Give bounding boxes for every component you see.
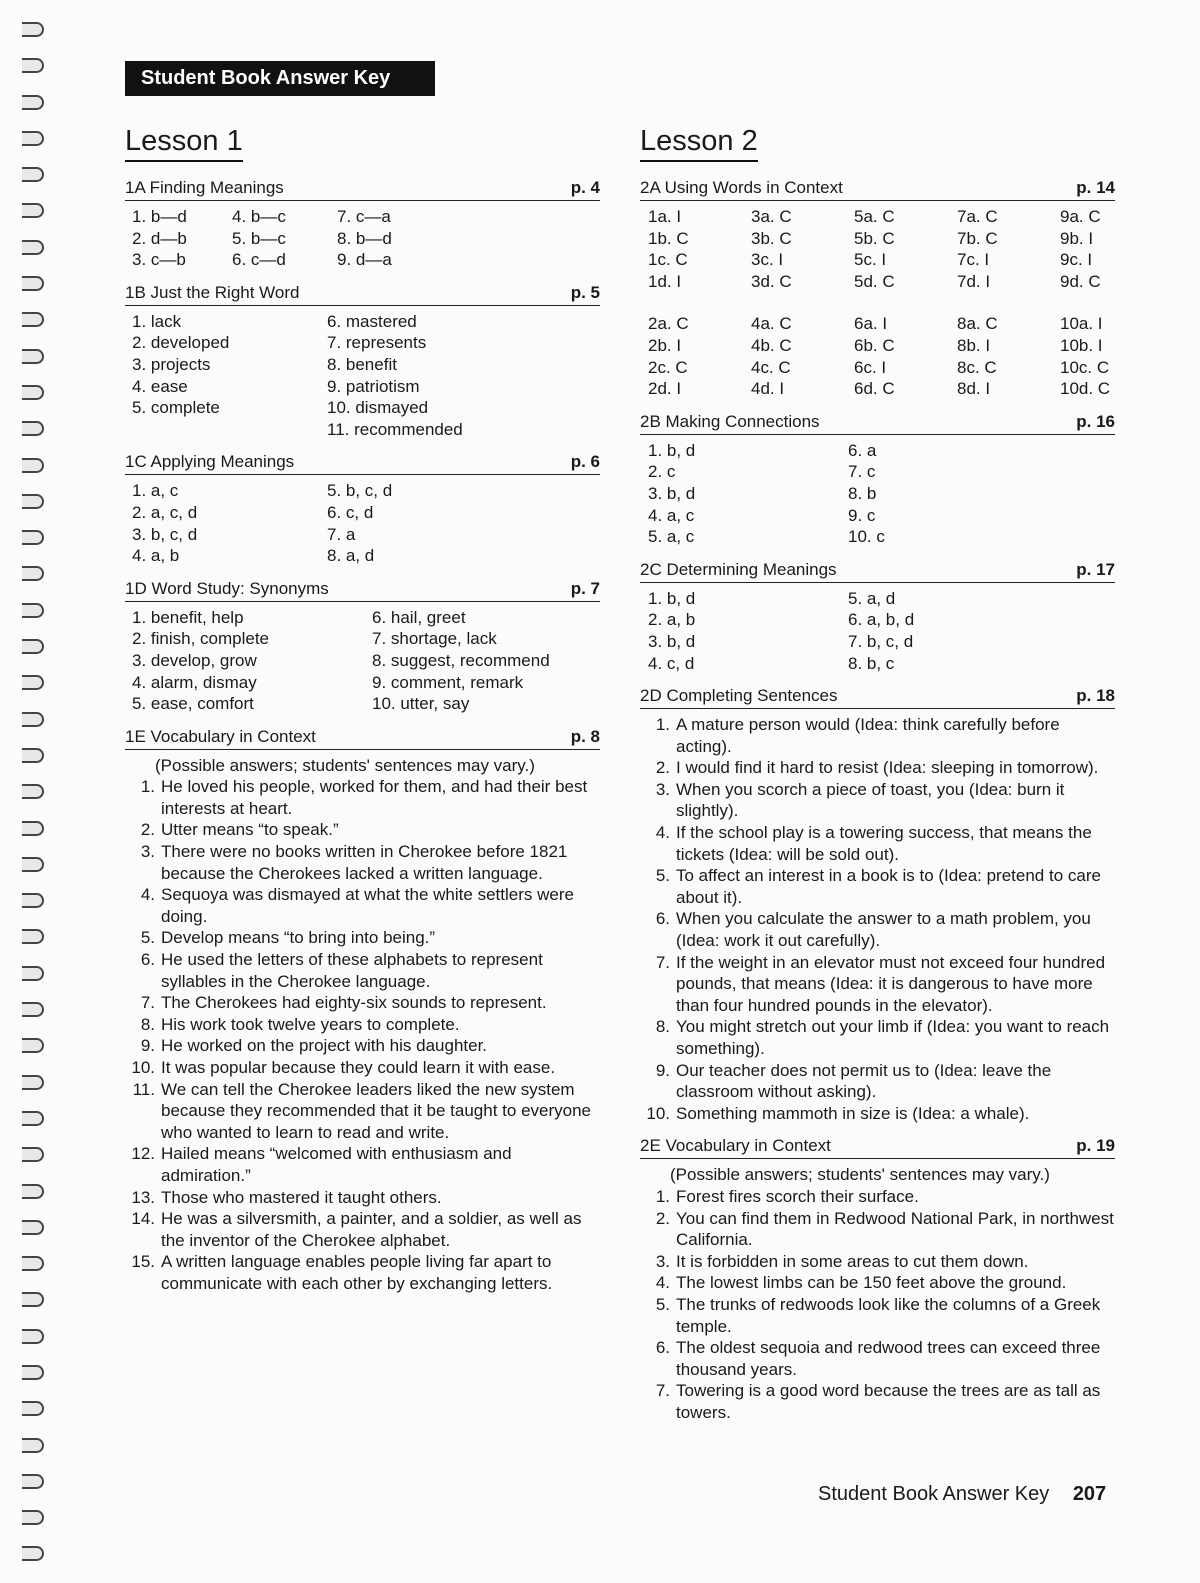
answer-cell: 2. finish, complete [132, 629, 270, 649]
answer-cell: 5. complete [132, 398, 220, 418]
answer-cell [132, 419, 327, 441]
section-title: 2E Vocabulary in Context [640, 1136, 831, 1156]
answer-grid [125, 480, 600, 566]
item-number: 5. [655, 1294, 670, 1314]
answer-item [125, 1057, 600, 1079]
item-text: I would find it hard to resist (Idea: sleeping in tomorrow). [676, 758, 1099, 778]
item-text: Our teacher does not permit us to (Idea: leave the classroom without asking). [676, 1060, 1052, 1102]
binding-ring [22, 1401, 44, 1416]
answer-item [640, 1272, 1115, 1294]
section-title: 2D Completing Sentences [640, 686, 838, 706]
binding-ring [22, 494, 44, 509]
answer-cell: 4b. C [751, 335, 792, 355]
section-header [640, 560, 1115, 583]
item-number: 3. [655, 1251, 670, 1271]
answer-cell: 7. c—a [337, 207, 391, 226]
answer-cell: 3. projects [132, 354, 211, 374]
binding-ring [22, 929, 44, 944]
item-text: We can tell the Cherokee leaders liked the new system because they recommended that it be taught to everyone who wanted to learn to read and write. [161, 1079, 591, 1142]
section-header [125, 283, 600, 306]
answer-item [640, 865, 1115, 908]
answer-cell: 1. b, d [648, 440, 696, 460]
binding-ring [22, 312, 44, 327]
answer-item [640, 822, 1115, 865]
item-text: A mature person would (Idea: think carefully before acting). [676, 715, 1060, 756]
item-text: It was popular because they could learn it with ease. [161, 1058, 556, 1077]
binding-ring [22, 1292, 44, 1307]
answer-cell: 6. a [848, 440, 877, 460]
binding-ring [22, 349, 44, 364]
answer-cell: 4d. I [751, 379, 785, 399]
answer-cell: 7. shortage, lack [372, 629, 497, 649]
answer-cell: 8b. I [957, 335, 991, 355]
answer-cell: 6a. I [854, 314, 888, 334]
section-2c [640, 560, 1115, 674]
footer-label: Student Book Answer Key [818, 1483, 1050, 1505]
item-number: 6. [655, 1338, 670, 1358]
answer-grid [640, 588, 1115, 674]
lesson-2-column [640, 125, 1115, 1436]
answer-cell: 11. recommended [327, 419, 463, 439]
answer-cell: 4. a, c [648, 505, 695, 525]
section-note: (Possible answers; students' sentences may vary.) [155, 755, 535, 775]
binding-ring [22, 1510, 44, 1525]
section-title: 1D Word Study: Synonyms [125, 578, 329, 598]
binding-ring [22, 1184, 44, 1199]
answer-item [125, 992, 600, 1014]
answer-cell: 10c. C [1060, 357, 1110, 377]
section-title: 2B Making Connections [640, 411, 820, 431]
answer-cell: 3c. I [751, 250, 784, 270]
answer-cell: 4. ease [132, 376, 188, 396]
binding-ring [22, 421, 44, 436]
answer-grid [125, 607, 600, 715]
item-number: 9. [140, 1036, 155, 1056]
answer-item [640, 779, 1115, 822]
section-note: (Possible answers; students' sentences may vary.) [670, 1165, 1050, 1185]
spiral-binding [22, 22, 46, 1583]
item-text: Hailed means “welcomed with enthusiasm and admiration.” [161, 1144, 512, 1185]
section-title: 1A Finding Meanings [125, 178, 284, 197]
item-text: He used the letters of these alphabets to represent syllables in the Cherokee language. [161, 950, 543, 991]
binding-ring [22, 821, 44, 836]
answer-item [125, 1251, 600, 1294]
answer-cell: 10. c [848, 527, 885, 547]
item-number: 14. [131, 1209, 155, 1229]
item-number: 2. [655, 1208, 670, 1228]
answer-cell: 5. b—c [232, 228, 286, 248]
section-title: 1E Vocabulary in Context [125, 726, 316, 746]
item-text: He loved his people, worked for them, and had their best interests at heart. [161, 777, 588, 818]
binding-ring [22, 1147, 44, 1162]
binding-ring [22, 712, 44, 727]
section-header [125, 579, 600, 602]
binding-ring [22, 784, 44, 799]
section-title: 2A Using Words in Context [640, 178, 843, 197]
item-number: 8. [140, 1014, 155, 1034]
binding-ring [22, 385, 44, 400]
answer-item [640, 952, 1115, 1017]
binding-ring [22, 530, 44, 545]
item-text: There were no books written in Cherokee before 1821 because the Cherokees lacked a written language. [161, 842, 568, 883]
binding-ring [22, 1075, 44, 1090]
answer-item [125, 949, 600, 992]
item-text: Develop means “to bring into being.” [161, 928, 436, 948]
answer-cell: 8. b, c [848, 653, 895, 673]
answer-cell: 3d. C [751, 271, 792, 291]
item-number: 13. [131, 1187, 155, 1207]
binding-ring [22, 1438, 44, 1453]
binding-ring [22, 22, 44, 37]
answer-cell: 7a. C [957, 207, 998, 226]
answer-cell: 3a. C [751, 207, 792, 226]
item-number: 11. [132, 1079, 155, 1099]
item-number: 7. [140, 993, 155, 1013]
answer-item [640, 1103, 1115, 1125]
answer-cell: 7. represents [327, 333, 427, 353]
section-page: p. 18 [1076, 686, 1115, 706]
answer-cell: 9d. C [1060, 271, 1101, 291]
section-header [640, 686, 1115, 709]
answer-item [125, 819, 600, 841]
section-page: p. 16 [1076, 411, 1115, 431]
answer-grid [125, 206, 600, 271]
binding-ring [22, 1002, 44, 1017]
answer-cell: 4. alarm, dismay [132, 672, 257, 692]
answer-item [640, 1251, 1115, 1273]
binding-ring [22, 276, 44, 291]
answer-cell: 1. b, d [648, 588, 696, 608]
section-page: p. 8 [570, 726, 600, 746]
answer-cell: 6c. I [854, 357, 887, 377]
answer-list [640, 714, 1115, 1124]
answer-cell: 6. c, d [327, 502, 374, 522]
item-text: The Cherokees had eighty-six sounds to represent. [161, 993, 547, 1013]
section-title: 1B Just the Right Word [125, 282, 300, 302]
answer-cell: 9. d—a [337, 250, 392, 270]
section-header [125, 727, 600, 750]
answer-cell: 6d. C [854, 379, 895, 399]
answer-cell: 9b. I [1060, 228, 1094, 248]
answer-cell: 7d. I [957, 271, 991, 291]
lesson-1-title: Lesson 1 [125, 125, 243, 162]
answer-cell: 7b. C [957, 228, 998, 248]
answer-cell: 6b. C [854, 335, 895, 355]
answer-item [640, 1294, 1115, 1337]
answer-item [125, 841, 600, 884]
page-footer [818, 1483, 1106, 1506]
item-text: Those who mastered it taught others. [161, 1187, 442, 1207]
page-number: 207 [1072, 1483, 1107, 1505]
item-text: You might stretch out your limb if (Idea: you want to reach something). [676, 1017, 1110, 1058]
binding-ring [22, 1474, 44, 1489]
item-number: 1. [655, 715, 670, 735]
section-page: p. 19 [1076, 1136, 1115, 1156]
answer-item [640, 1186, 1115, 1208]
answer-cell: 8a. C [957, 314, 998, 334]
answer-cell: 6. mastered [327, 311, 417, 331]
answer-cell: 4. c, d [648, 653, 695, 673]
answer-cell: 2. c [648, 462, 676, 482]
binding-ring [22, 1111, 44, 1126]
item-number: 1. [655, 1186, 670, 1206]
answer-list [640, 1186, 1115, 1424]
answer-cell: 2. developed [132, 333, 230, 353]
answer-cell: 8d. I [957, 379, 991, 399]
answer-cell: 3b. C [751, 228, 792, 248]
item-text: Sequoya was dismayed at what the white settlers were doing. [161, 885, 574, 926]
item-number: 8. [655, 1017, 670, 1037]
answer-cell: 2b. I [648, 335, 682, 355]
answer-cell: 8. suggest, recommend [372, 650, 550, 670]
item-text: Forest fires scorch their surface. [676, 1186, 919, 1206]
answer-item [640, 1337, 1115, 1380]
answer-cell: 2d. I [648, 379, 682, 399]
item-number: 5. [655, 866, 670, 886]
answer-cell: 5. b, c, d [327, 481, 393, 501]
section-page: p. 6 [570, 452, 600, 472]
binding-ring [22, 566, 44, 581]
answer-cell: 1c. C [648, 250, 688, 270]
binding-ring [22, 603, 44, 618]
answer-item [640, 1060, 1115, 1103]
answer-cell: 7. b, c, d [848, 631, 914, 651]
binding-ring [22, 639, 44, 654]
section-header [640, 1136, 1115, 1159]
section-2e [640, 1136, 1115, 1423]
answer-item [640, 1380, 1115, 1423]
section-1c [125, 452, 600, 566]
section-2d [640, 686, 1115, 1124]
binding-ring [22, 167, 44, 182]
answer-item [125, 776, 600, 819]
answer-item [125, 1187, 600, 1209]
item-text: If the weight in an elevator must not exceed four hundred pounds, that means (Idea: it is dangerous to have more than four hundred pounds in the elevator). [676, 952, 1106, 1015]
item-text: If the school play is a towering success, that means the tickets (Idea: will be sold out). [676, 823, 1092, 864]
section-title: 2C Determining Meanings [640, 559, 837, 579]
item-text: His work took twelve years to complete. [161, 1014, 460, 1034]
section-header [125, 178, 600, 201]
answer-cell: 3. b, d [648, 483, 696, 503]
section-1b [125, 283, 600, 441]
answer-cell: 4. b—c [232, 207, 286, 226]
item-number: 5. [140, 928, 155, 948]
binding-ring [22, 131, 44, 146]
answer-item [125, 1143, 600, 1186]
answer-cell: 10b. I [1060, 335, 1103, 355]
answer-grid [125, 311, 600, 441]
item-text: It is forbidden in some areas to cut them down. [676, 1251, 1029, 1271]
answer-cell: 2. a, c, d [132, 502, 198, 522]
answer-cell: 8c. C [957, 357, 997, 377]
answer-item [125, 884, 600, 927]
item-number: 2. [655, 758, 670, 778]
section-header [640, 412, 1115, 435]
item-number: 10. [131, 1058, 155, 1077]
binding-ring [22, 203, 44, 218]
answer-list [125, 776, 600, 1294]
lesson-1-column [125, 125, 600, 1307]
item-text: Utter means “to speak.” [161, 820, 339, 840]
answer-cell: 10. dismayed [327, 398, 429, 418]
answer-cell: 3. c—b [132, 250, 186, 270]
lesson-2-title: Lesson 2 [640, 125, 758, 162]
answer-cell: 8. benefit [327, 354, 397, 374]
item-text: He worked on the project with his daughter. [161, 1036, 488, 1056]
page-banner: Student Book Answer Key [125, 61, 435, 96]
answer-item [640, 1208, 1115, 1251]
item-number: 6. [140, 950, 155, 970]
answer-cell: 3. develop, grow [132, 650, 257, 670]
answer-cell: 8. a, d [327, 546, 375, 566]
answer-cell: 9c. I [1060, 250, 1093, 270]
answer-cell: 1a. I [648, 207, 682, 226]
item-text: Something mammoth in size is (Idea: a whale). [676, 1103, 1030, 1123]
binding-ring [22, 857, 44, 872]
answer-cell: 10. utter, say [372, 694, 470, 714]
item-text: To affect an interest in a book is to (Idea: pretend to care about it). [676, 866, 1101, 907]
answer-cell: 4. a, b [132, 546, 180, 566]
answer-cell: 7. c [848, 462, 876, 482]
binding-ring [22, 95, 44, 110]
binding-ring [22, 1256, 44, 1271]
item-number: 15. [131, 1252, 155, 1272]
section-page: p. 7 [570, 578, 600, 598]
answer-cell: 5. a, c [648, 527, 695, 547]
answer-cell: 7c. I [957, 250, 990, 270]
binding-ring [22, 893, 44, 908]
answer-cell: 1. benefit, help [132, 607, 244, 627]
answer-item [125, 927, 600, 949]
answer-cell: 7. a [327, 524, 356, 544]
answer-cell: 2. a, b [648, 610, 696, 630]
answer-item [125, 1035, 600, 1057]
answer-cell: 1. a, c [132, 481, 179, 501]
answer-cell: 2a. C [648, 314, 689, 334]
binding-ring [22, 675, 44, 690]
item-number: 3. [140, 842, 155, 862]
answer-cell: 3. b, c, d [132, 524, 198, 544]
answer-grid [640, 440, 1115, 548]
answer-cell: 9a. C [1060, 207, 1101, 226]
answer-cell: 8. b [848, 483, 877, 503]
item-number: 10. [646, 1103, 670, 1123]
item-number: 7. [655, 952, 670, 972]
binding-ring [22, 1365, 44, 1380]
answer-cell: 5c. I [854, 250, 887, 270]
binding-ring [22, 240, 44, 255]
answer-cell: 9. c [848, 505, 876, 525]
item-number: 9. [655, 1060, 670, 1080]
section-page: p. 14 [1076, 178, 1115, 197]
answer-cell: 5a. C [854, 207, 895, 226]
answer-cell: 4a. C [751, 314, 792, 334]
answer-cell: 9. comment, remark [372, 672, 524, 692]
answer-cell: 4c. C [751, 357, 791, 377]
answer-item [640, 757, 1115, 779]
binding-ring [22, 748, 44, 763]
answer-item [640, 714, 1115, 757]
answer-cell: 2. d—b [132, 228, 187, 248]
answer-cell: 6. hail, greet [372, 607, 466, 627]
item-number: 4. [655, 1273, 670, 1293]
answer-item [125, 1208, 600, 1251]
item-text: A written language enables people living far apart to communicate with each other by exchanging letters. [161, 1252, 553, 1293]
answer-cell: 8. b—d [337, 228, 392, 248]
item-number: 7. [655, 1381, 670, 1401]
section-header [640, 178, 1115, 201]
answer-cell: 1. lack [132, 311, 182, 331]
answer-cell: 6. a, b, d [848, 610, 915, 630]
answer-cell: 5. a, d [848, 588, 896, 608]
section-1a [125, 178, 600, 271]
answer-cell: 2c. C [648, 357, 688, 377]
item-number: 12. [131, 1144, 155, 1164]
section-page: p. 17 [1076, 559, 1115, 579]
answer-cell: 5d. C [854, 271, 895, 291]
section-1e [125, 727, 600, 1295]
answer-cell: 6. c—d [232, 250, 286, 270]
item-number: 2. [140, 820, 155, 840]
item-number: 6. [655, 909, 670, 929]
section-1d [125, 579, 600, 715]
answer-cell: 1d. I [648, 271, 682, 291]
answer-cell: 5. ease, comfort [132, 694, 254, 714]
item-text: You can find them in Redwood National Park, in northwest California. [676, 1208, 1114, 1250]
section-2b [640, 412, 1115, 548]
answer-cell: 1. b—d [132, 207, 187, 226]
section-page: p. 5 [570, 282, 600, 302]
answer-item [125, 1079, 600, 1144]
answer-item [640, 1016, 1115, 1059]
section-title: 1C Applying Meanings [125, 452, 295, 472]
answer-grid [640, 206, 1115, 292]
section-header [125, 452, 600, 475]
section-2a [640, 178, 1115, 400]
binding-ring [22, 1329, 44, 1344]
answer-cell: 10a. I [1060, 314, 1103, 334]
item-text: When you scorch a piece of toast, you (Idea: burn it slightly). [676, 779, 1065, 821]
answer-cell: 10d. C [1060, 379, 1111, 399]
answer-item [125, 1014, 600, 1036]
binding-ring [22, 458, 44, 473]
binding-ring [22, 1038, 44, 1053]
item-text: The oldest sequoia and redwood trees can exceed three thousand years. [676, 1338, 1101, 1379]
binding-ring [22, 1220, 44, 1235]
answer-cell: 5b. C [854, 228, 895, 248]
item-text: He was a silversmith, a painter, and a soldier, as well as the inventor of the Cherokee alphabet. [161, 1209, 582, 1250]
answer-cell: 1b. C [648, 228, 689, 248]
item-text: The trunks of redwoods look like the columns of a Greek temple. [676, 1294, 1101, 1336]
item-text: The lowest limbs can be 150 feet above the ground. [676, 1273, 1067, 1293]
item-text: When you calculate the answer to a math problem, you (Idea: work it out carefully). [676, 909, 1091, 951]
item-number: 4. [140, 885, 155, 905]
answer-cell: 3. b, d [648, 631, 696, 651]
binding-ring [22, 1546, 44, 1561]
item-number: 4. [655, 823, 670, 843]
item-number: 1. [140, 777, 155, 797]
answer-item [640, 908, 1115, 951]
answer-cell: 9. patriotism [327, 376, 420, 396]
section-page: p. 4 [570, 178, 600, 197]
answer-grid [640, 313, 1115, 399]
binding-ring [22, 58, 44, 73]
item-text: Towering is a good word because the trees are as tall as towers. [676, 1381, 1101, 1422]
item-number: 3. [655, 779, 670, 799]
binding-ring [22, 966, 44, 981]
